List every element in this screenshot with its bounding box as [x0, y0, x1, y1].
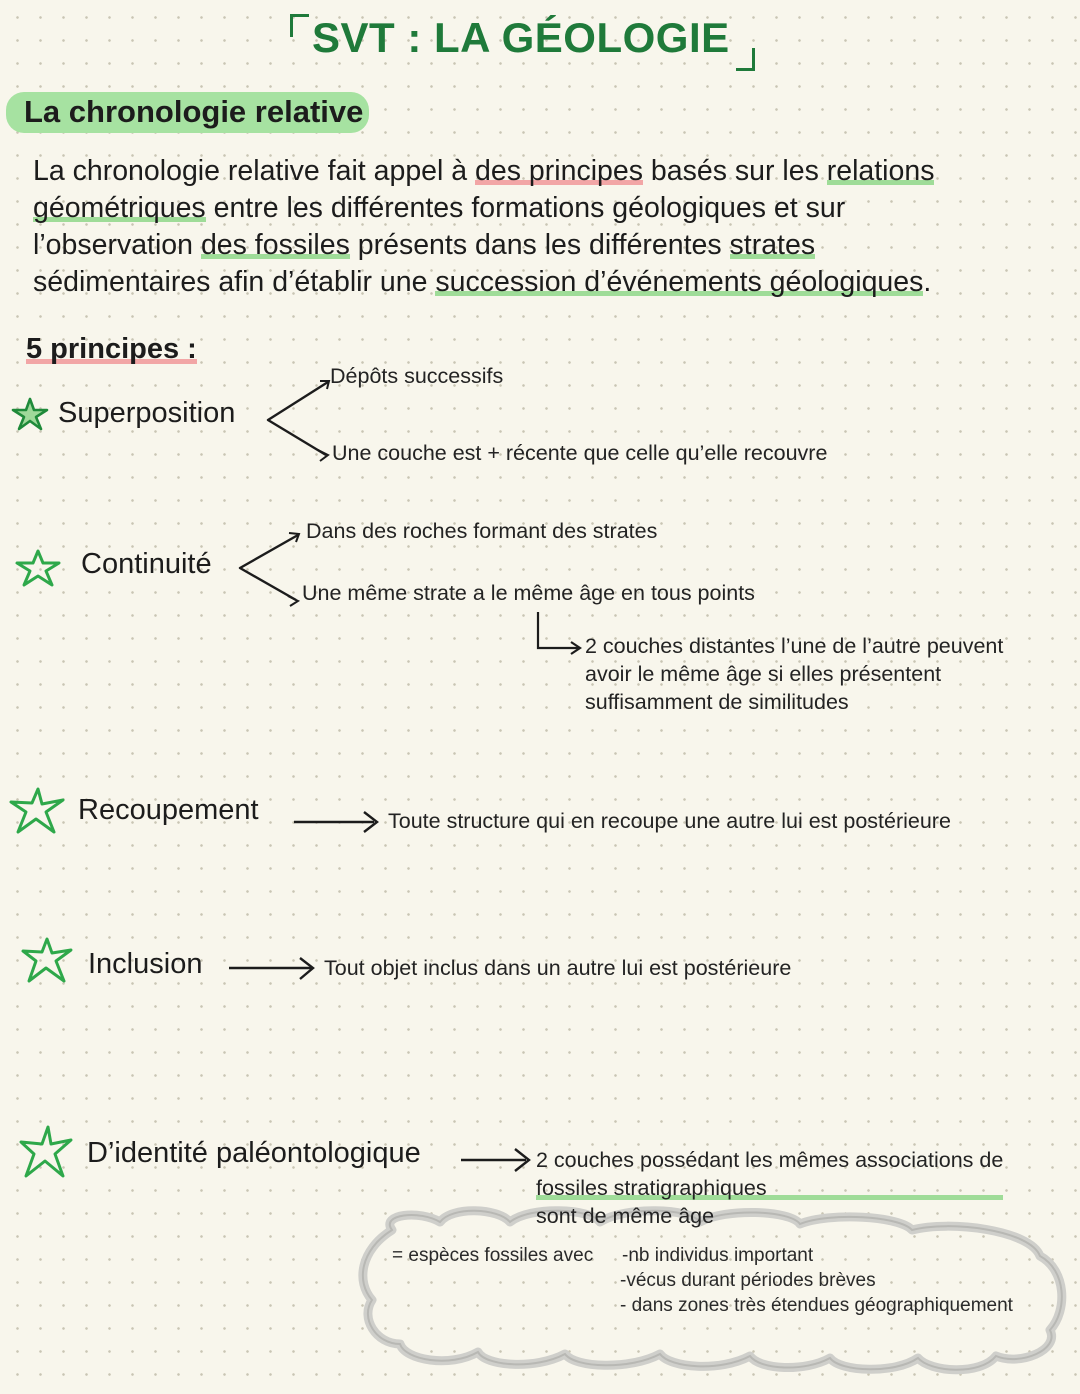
intro-line-4: sédimentaires afin d’établir une succession d’événements géologiques. [33, 266, 932, 298]
highlight-succession: succession d’événements géologiques [435, 266, 924, 298]
inclusion-arrow [229, 958, 313, 979]
continuite-subnote: 2 couches distantes l’une de l’autre peuvent avoir le même âge si elles présentent suffisamment de similitudes [585, 634, 1004, 714]
continuite-branch-arrows [240, 533, 299, 606]
cloud-lead: = espèces fossiles avec [392, 1245, 594, 1266]
superposition-note-2: Une couche est + récente que celle qu’elle recouvre [332, 441, 828, 465]
intro-line-2: géométriques entre les différentes formations géologiques et sur [33, 192, 846, 224]
intro-line-3: l’observation des fossiles présents dans les différentes strates [33, 229, 816, 261]
page-title: SVT : LA GÉOLOGIE [312, 14, 730, 61]
principle-continuite: Continuité [81, 548, 212, 580]
inclusion-note: Tout objet inclus dans un autre lui est postérieure [324, 956, 792, 980]
highlight-geometriques: géométriques [33, 192, 206, 224]
star-icon [8, 786, 66, 836]
star-icon [18, 1124, 74, 1180]
highlight-des-fossiles: des fossiles [200, 229, 350, 261]
cloud-item-1: -nb individus important [622, 1245, 814, 1266]
principle-recoupement: Recoupement [78, 794, 259, 826]
identite-note: 2 couches possédant les mêmes associations de fossiles stratigraphiques sont de même âge [536, 1148, 1004, 1228]
section-heading: La chronologie relative [6, 92, 369, 133]
principle-inclusion: Inclusion [88, 948, 203, 980]
intro-line-1: La chronologie relative fait appel à des principes basés sur les relations [33, 155, 935, 187]
continuite-note-2: Une même strate a le même âge en tous points [302, 581, 755, 605]
superposition-branch-arrows [268, 381, 329, 461]
highlight-des-principes: des principes [475, 155, 643, 187]
continuite-sub-arrow [538, 612, 580, 654]
highlight-fossiles-stratigraphiques: fossiles stratigraphiques [536, 1174, 1003, 1202]
star-icon [20, 936, 74, 984]
continuite-note-1: Dans des roches formant des strates [306, 519, 658, 543]
highlight-relations: relations [826, 155, 935, 187]
principle-superposition: Superposition [58, 397, 236, 429]
recoupement-note: Toute structure qui en recoupe une autre lui est postérieure [388, 809, 951, 833]
principle-identite-paleontologique: D’identité paléontologique [87, 1137, 421, 1169]
identite-arrow [461, 1149, 529, 1171]
cloud-item-2: -vécus durant périodes brèves [620, 1270, 876, 1291]
principles-heading: 5 principes : [26, 333, 197, 365]
highlight-strates: strates [729, 229, 816, 261]
recoupement-arrow [294, 812, 377, 832]
superposition-note-1: Dépôts successifs [330, 364, 504, 388]
star-icon [10, 396, 50, 432]
cloud-item-3: - dans zones très étendues géographiquement [620, 1295, 1013, 1316]
star-icon [14, 548, 62, 588]
